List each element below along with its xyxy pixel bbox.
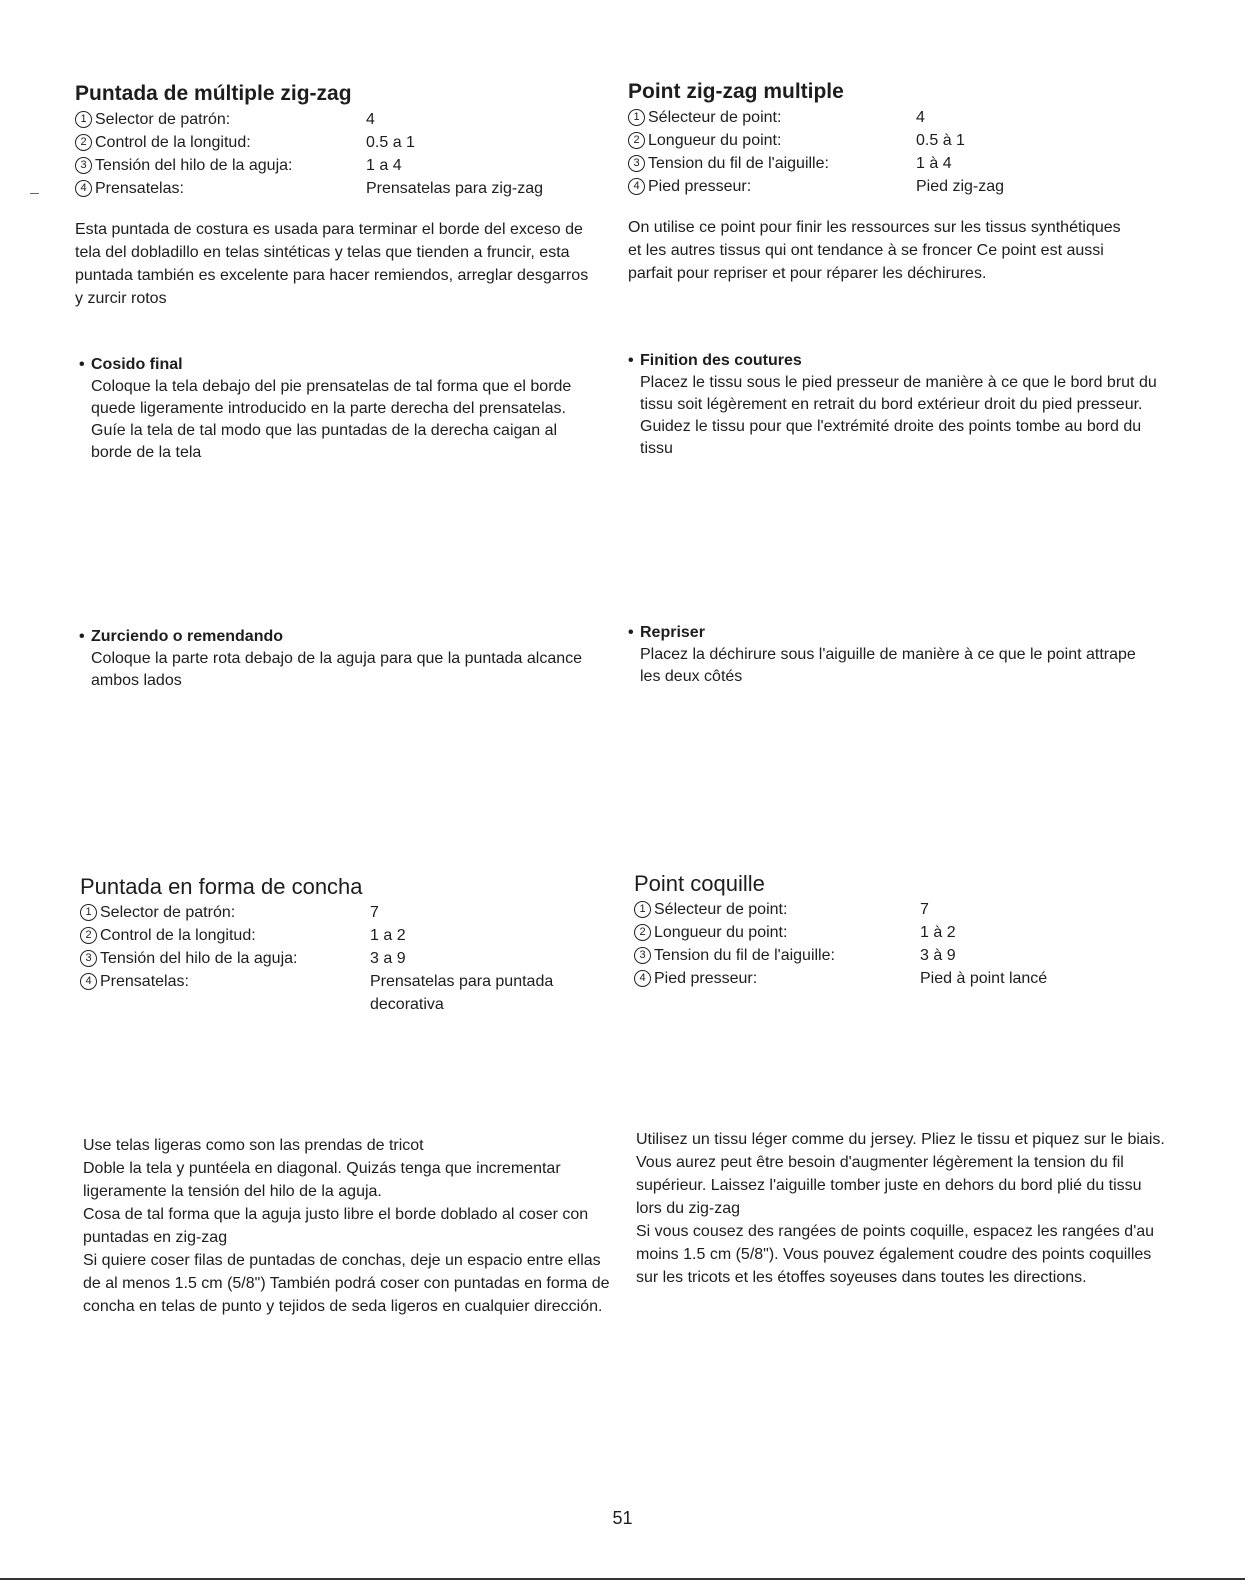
setting-row (634, 944, 1164, 967)
setting-value: 4 (366, 111, 375, 128)
settings-list (80, 901, 610, 1016)
es-subsection-zurciendo: • Zurciendo o remendando Coloque la parte rota debajo de la aguja para que la puntada alcance ambos lados (79, 626, 599, 692)
settings-list (75, 108, 605, 200)
subsection-heading: Finition des coutures (640, 352, 802, 369)
settings-list (628, 106, 1168, 198)
setting-label: Pied presseur: (648, 178, 752, 195)
subsection-heading: Repriser (640, 624, 705, 641)
setting-row (75, 154, 605, 177)
setting-label: Pied presseur: (654, 970, 758, 987)
setting-value: 0.5 à 1 (916, 132, 965, 149)
setting-value: 7 (920, 901, 929, 918)
setting-label: Tensión del hilo de la aguja: (100, 950, 298, 967)
circled-number: 1 (634, 901, 651, 918)
setting-label: Longueur du point: (648, 132, 782, 149)
circled-number: 2 (628, 132, 645, 149)
subsection-heading: Cosido final (91, 356, 183, 373)
section-title: Puntada en forma de concha (80, 874, 363, 899)
setting-label: Control de la longitud: (95, 134, 251, 151)
bottom-rule (0, 1578, 1245, 1580)
setting-row (80, 901, 610, 924)
circled-number: 2 (75, 134, 92, 151)
setting-value: 1 à 2 (920, 924, 956, 941)
circled-number: 2 (80, 927, 97, 944)
instruction-paragraph: Cosa de tal forma que la aguja justo libre el borde doblado al coser con puntadas en zig-zag (83, 1206, 589, 1246)
setting-value: Pied zig-zag (916, 178, 1005, 195)
setting-value: Pied à point lancé (920, 970, 1048, 987)
setting-row (628, 152, 1168, 175)
section-title: Point coquille (634, 871, 765, 896)
fr-subsection-repriser: • Repriser Placez la déchirure sous l'aiguille de manière à ce que le point attrape les deux côtés (628, 622, 1158, 688)
setting-row (634, 921, 1164, 944)
instruction-paragraph: Doble la tela y puntéela en diagonal. Quizás tenga que incrementar ligeramente la tensión del hilo de la aguja. (83, 1160, 561, 1200)
es-concha-instructions (83, 1134, 613, 1318)
setting-value: 7 (370, 904, 379, 921)
setting-value: 1 à 4 (916, 155, 952, 172)
setting-label: Tension du fil de l'aiguille: (648, 155, 829, 172)
setting-label: Sélecteur de point: (654, 901, 788, 918)
circled-number: 4 (628, 178, 645, 195)
setting-value: Prensatelas para puntada decorativa (370, 973, 554, 1013)
page-number: 51 (612, 1508, 633, 1528)
section-title: Puntada de múltiple zig-zag (75, 82, 352, 105)
fr-coquille-section (634, 872, 1164, 990)
setting-row (628, 106, 1168, 129)
subsection-body: Coloque la tela debajo del pie prensatelas de tal forma que el borde quede ligeramente introducido en la parte derecha del prensatelas. Guíe la tela de tal modo que las puntadas de la derecha caigan al borde de la tela (91, 378, 572, 461)
setting-row (80, 947, 610, 970)
setting-row (80, 970, 610, 1016)
circled-number: 1 (75, 111, 92, 128)
es-subsection-cosido: • Cosido final Coloque la tela debajo del pie prensatelas de tal forma que el borde quede ligeramente introducido en la parte derecha del prensatelas. Guíe la tela de tal modo que las puntadas de la derecha caigan al borde de la tela (79, 354, 599, 464)
setting-value: 3 a 9 (370, 950, 406, 967)
intro-paragraph: On utilise ce point pour finir les ressources sur les tissus synthétiques et les autres tissus qui ont tendance à se froncer Ce point est aussi parfait pour repriser et pour réparer les déchirures. (628, 219, 1121, 282)
circled-number: 4 (75, 180, 92, 197)
setting-row (75, 108, 605, 131)
instruction-paragraph: Si quiere coser filas de puntadas de conchas, deje un espacio entre ellas de al menos 1.5 cm (5/8") También podrá coser con puntadas en forma de concha en telas de punto y tejidos de seda ligeros en cualquier dirección. (83, 1252, 610, 1315)
setting-row (634, 967, 1164, 990)
circled-number: 3 (634, 947, 651, 964)
setting-label: Prensatelas: (95, 180, 184, 197)
setting-value: 4 (916, 109, 925, 126)
setting-label: Control de la longitud: (100, 927, 256, 944)
setting-label: Prensatelas: (100, 973, 189, 990)
instruction-paragraph: Utilisez un tissu léger comme du jersey. Pliez le tissu et piquez sur le biais. Vous aurez peut être besoin d'augmenter légèrement la tension du fil supérieur. Laissez l'aiguille tomber juste en dehors du bord plié du tissu lors du zig-zag (636, 1131, 1165, 1217)
setting-value: 0.5 a 1 (366, 134, 415, 151)
circled-number: 1 (80, 904, 97, 921)
setting-label: Tension du fil de l'aiguille: (654, 947, 835, 964)
setting-value: 1 a 4 (366, 157, 402, 174)
setting-value: Prensatelas para zig-zag (366, 180, 543, 197)
setting-label: Selector de patrón: (100, 904, 236, 921)
circled-number: 2 (634, 924, 651, 941)
fr-subsection-finition: • Finition des coutures Placez le tissu sous le pied presseur de manière à ce que le bord brut du tissu soit légèrement en retrait du bord extérieur droit du pied presseur. Guidez le tissu pour que l'extrémité droite des points tombe au bord du tissu (628, 350, 1158, 460)
circled-number: 4 (80, 973, 97, 990)
subsection-body: Placez le tissu sous le pied presseur de manière à ce que le bord brut du tissu soit légèrement en retrait du bord extérieur droit du pied presseur. Guidez le tissu pour que l'extrémité droite des points tombe au bord du tissu (640, 374, 1157, 457)
setting-label: Sélecteur de point: (648, 109, 782, 126)
fr-zigzag-section (628, 80, 1168, 285)
setting-value: 3 à 9 (920, 947, 956, 964)
setting-label: Tensión del hilo de la aguja: (95, 157, 293, 174)
instruction-paragraph: Si vous cousez des rangées de points coquille, espacez les rangées d'au moins 1.5 cm (5/8"). Vous pouvez également coudre des points coquilles sur les tricots et les étoffes soyeuses dans toutes les directions. (636, 1223, 1155, 1286)
setting-row (628, 175, 1168, 198)
circled-number: 4 (634, 970, 651, 987)
margin-mark (30, 193, 39, 194)
es-concha-section (80, 875, 610, 1016)
setting-row (628, 129, 1168, 152)
subsection-body: Coloque la parte rota debajo de la aguja para que la puntada alcance ambos lados (91, 650, 583, 689)
setting-label: Longueur du point: (654, 924, 788, 941)
setting-row (75, 177, 605, 200)
instruction-paragraph: Use telas ligeras como son las prendas de tricot (83, 1137, 424, 1154)
setting-row (75, 131, 605, 154)
setting-row (634, 898, 1164, 921)
circled-number: 3 (75, 157, 92, 174)
settings-list (634, 898, 1164, 990)
setting-row (80, 924, 610, 947)
setting-label: Selector de patrón: (95, 111, 231, 128)
circled-number: 3 (628, 155, 645, 172)
section-title: Point zig-zag multiple (628, 80, 844, 103)
circled-number: 1 (628, 109, 645, 126)
circled-number: 3 (80, 950, 97, 967)
subsection-body: Placez la déchirure sous l'aiguille de manière à ce que le point attrape les deux côtés (640, 646, 1136, 685)
setting-value: 1 a 2 (370, 927, 406, 944)
subsection-heading: Zurciendo o remendando (91, 628, 284, 645)
intro-paragraph: Esta puntada de costura es usada para terminar el borde del exceso de tela del dobladillo en telas sintéticas y telas que tienden a fruncir, esta puntada también es excelente para hacer remiendos, arreglar desgarros y zurcir rotos (75, 221, 589, 307)
es-zigzag-section (75, 82, 605, 310)
fr-coquille-instructions (636, 1128, 1166, 1289)
